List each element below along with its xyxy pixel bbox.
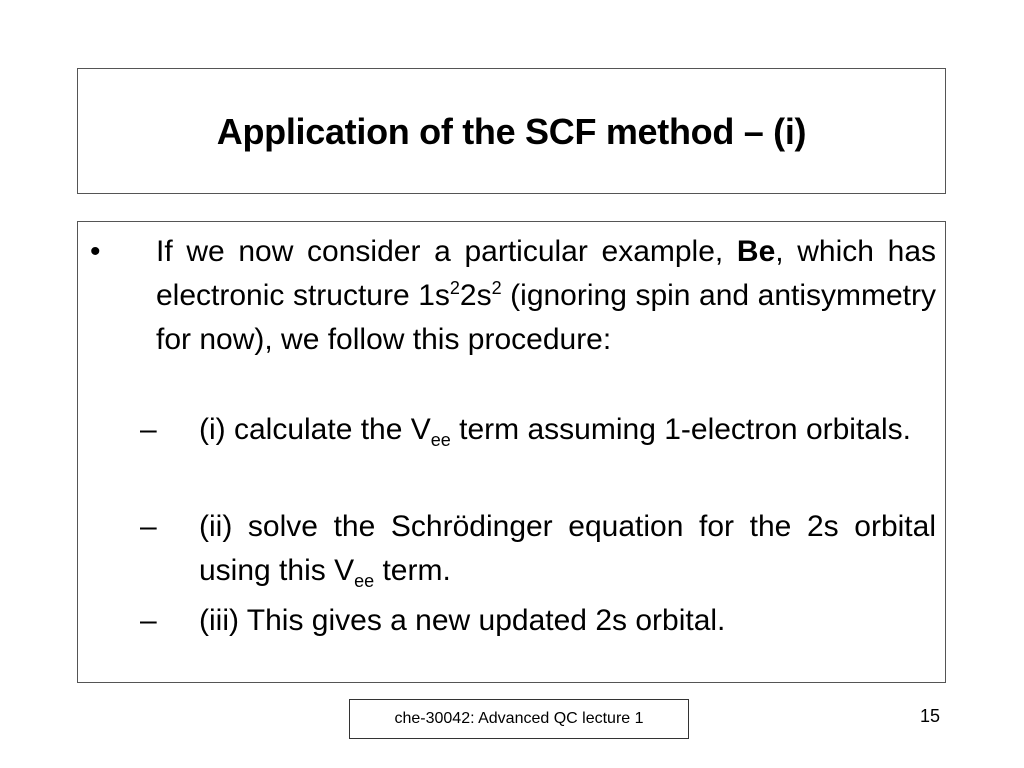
superscript-2: 2 — [491, 278, 502, 298]
dash-marker: – — [140, 604, 157, 637]
sub-item-3-text-part-1: (iii) This gives a new updated 2s orbital. — [199, 604, 726, 637]
sub-item-2-text-part-2: term. — [374, 554, 451, 587]
sub-item-1-text-part-1: (i) calculate the V — [199, 413, 431, 446]
bullet-marker: • — [90, 235, 101, 268]
subscript-ee: ee — [354, 571, 375, 591]
sub-item-1-text — [199, 408, 936, 452]
bullet-text-part-3: 2s — [459, 279, 492, 312]
slide-title-box — [77, 68, 946, 194]
dash-marker: – — [140, 510, 157, 543]
element-symbol: Be — [736, 235, 776, 268]
bullet-text-part-4: (ignoring spin and antisymmetry for now), we follow this procedure: — [156, 279, 936, 356]
footer-course-box — [349, 699, 689, 739]
page-number: 15 — [919, 706, 940, 726]
bullet-text — [156, 230, 936, 362]
superscript-1: 2 — [449, 278, 460, 298]
sub-item-1-text-part-2: term assuming 1-electron orbitals. — [450, 413, 911, 446]
slide-title: Application of the SCF method – (i) — [216, 111, 807, 152]
bullet-text-part-2: , which has electronic structure 1s — [156, 235, 936, 312]
sub-item-3-text — [199, 599, 936, 643]
dash-marker: – — [140, 413, 157, 446]
subscript-ee: ee — [430, 430, 451, 450]
slide-body-box — [77, 221, 946, 683]
sub-item-2-text — [199, 505, 936, 593]
sub-item-2-text-part-1: (ii) solve the Schrödinger equation for the 2s orbital using this V — [199, 510, 936, 587]
bullet-text-part-1: If we now consider a particular example, — [156, 235, 737, 268]
footer-course-label: che-30042: Advanced QC lecture 1 — [394, 710, 644, 727]
